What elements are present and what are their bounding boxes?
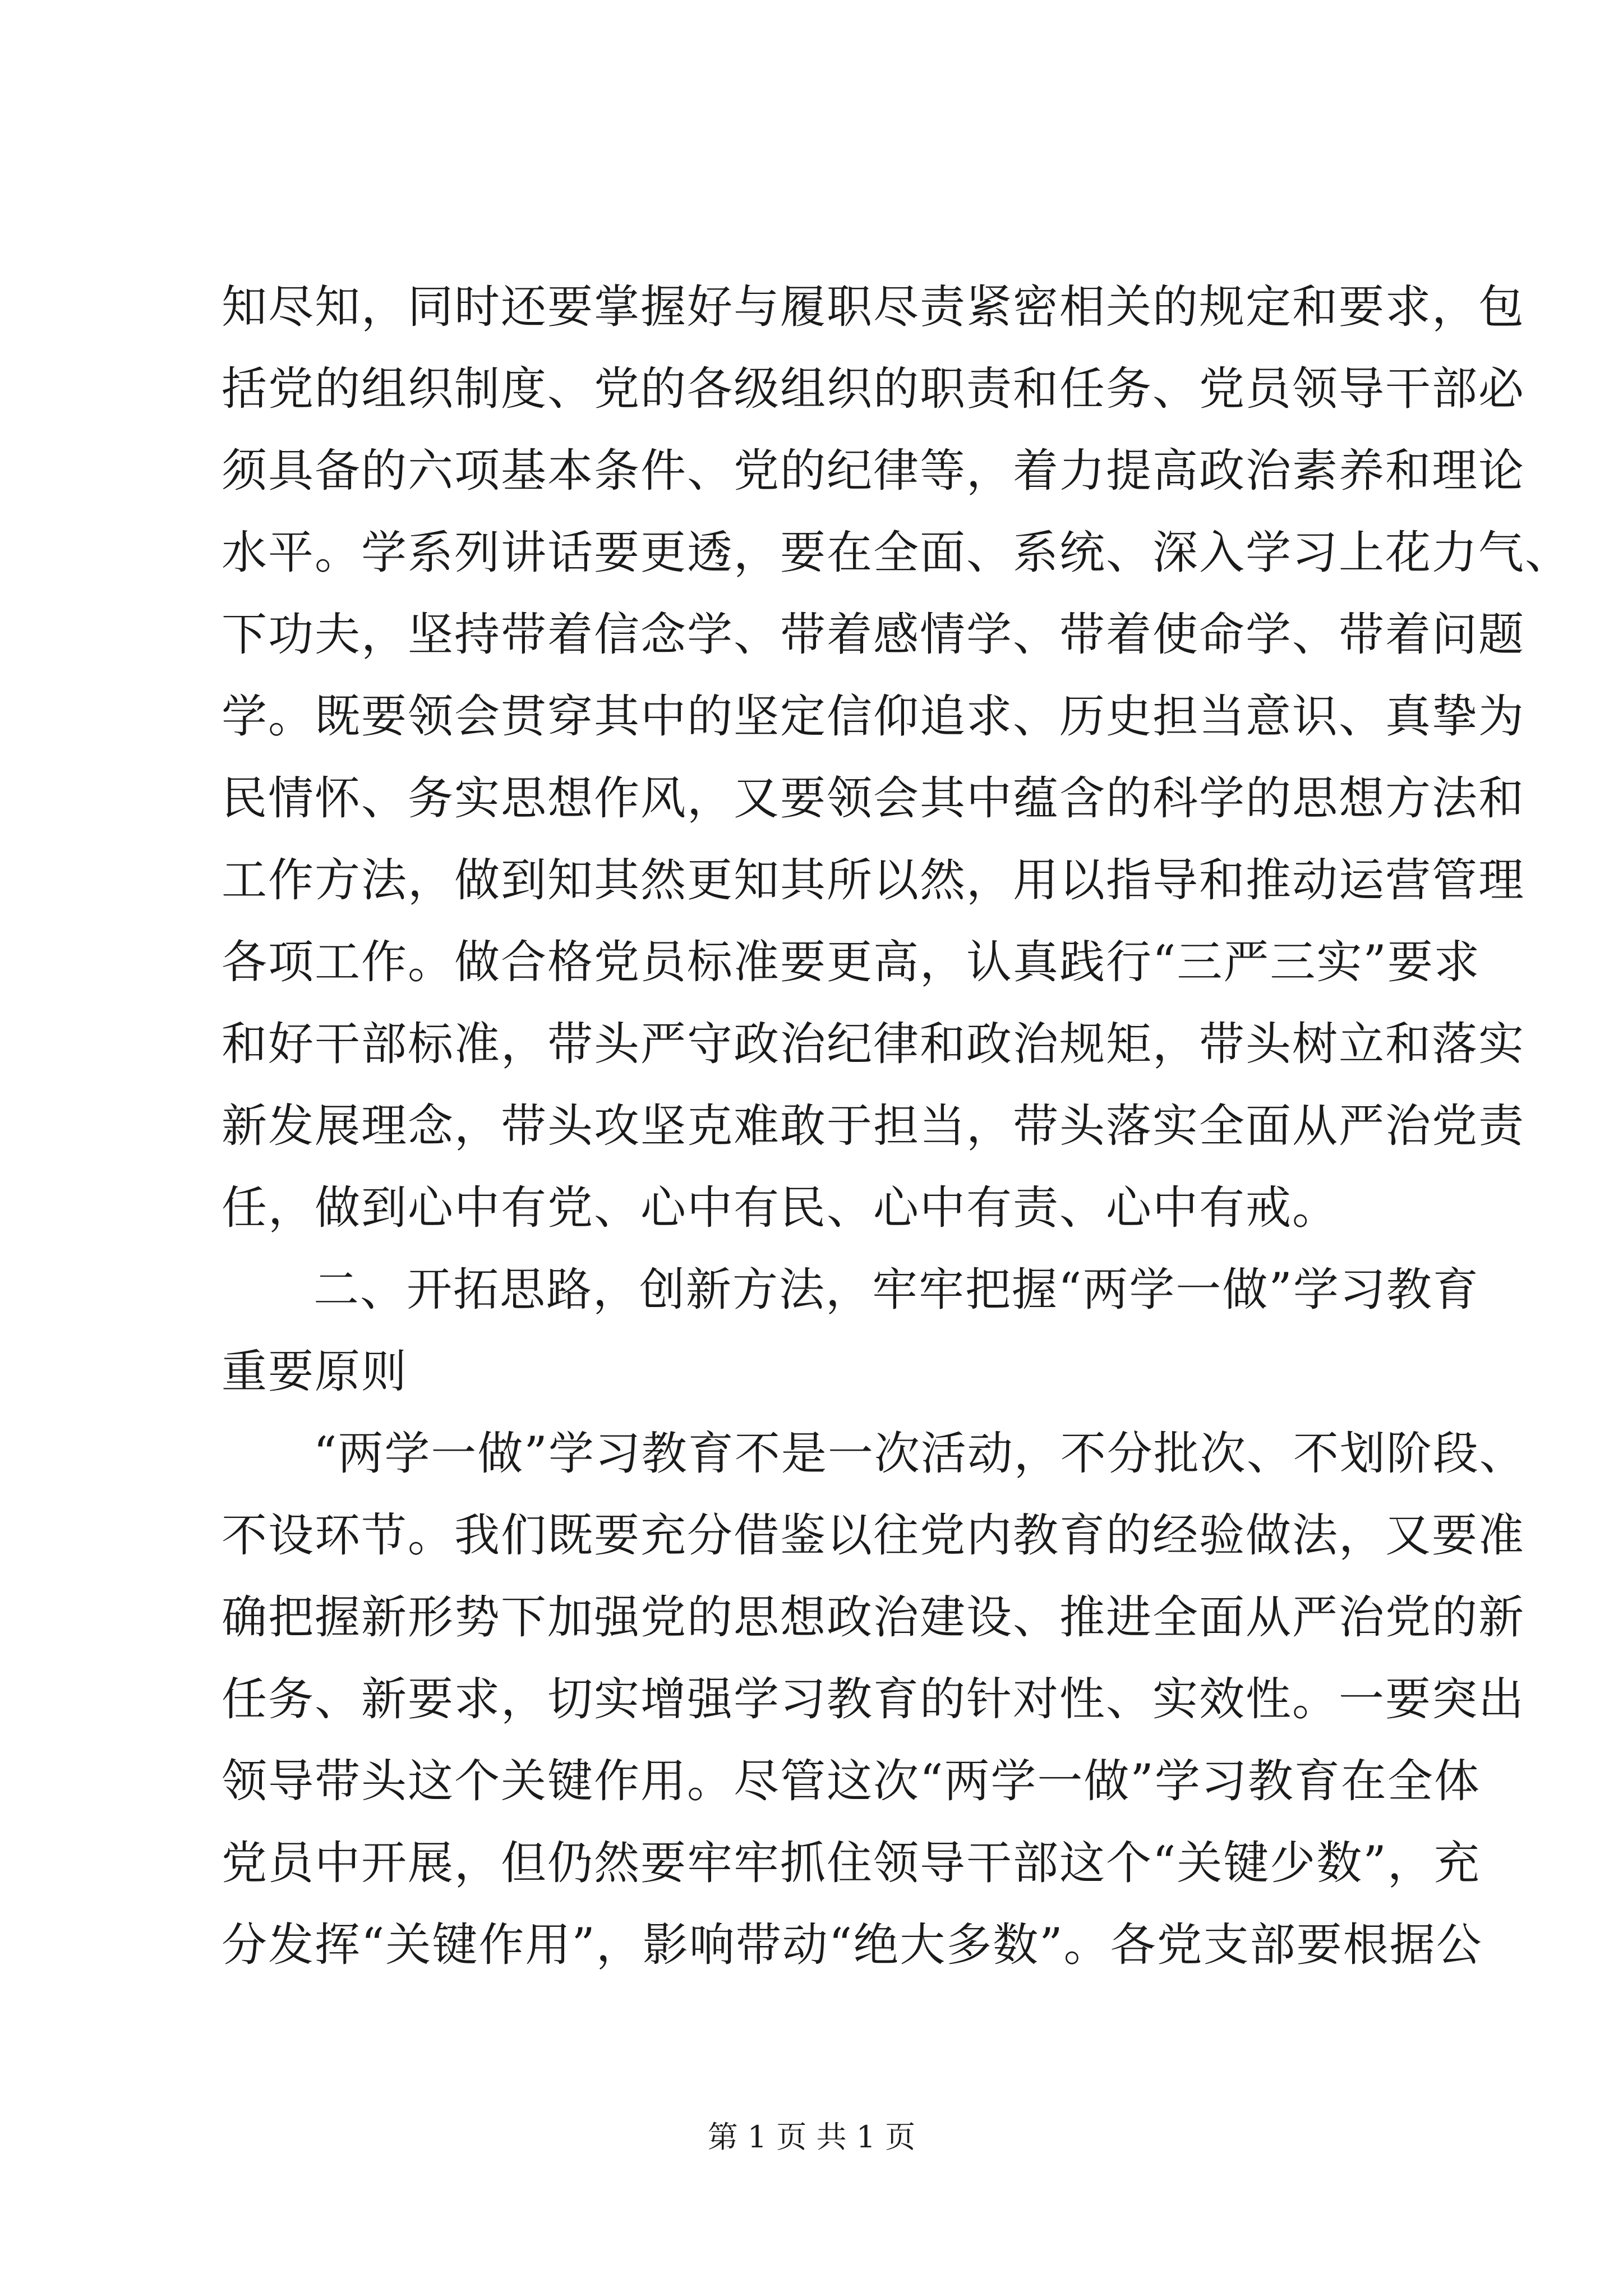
text-line: 不设环节。我们既要充分借鉴以往党内教育的经验做法，又要准 (222, 1510, 1525, 1562)
text-line: 任务、新要求，切实增强学习教育的针对性、实效性。一要突出 (222, 1673, 1525, 1726)
section-heading-line: 重要原则 (222, 1346, 408, 1398)
text-line: 须具备的六项基本条件、党的纪律等，着力提高政治素养和理论 (222, 445, 1525, 498)
page-number: 第 1 页 共 1 页 (707, 2119, 916, 2155)
text-line: 新发展理念，带头攻坚克难敢于担当，带头落实全面从严治党责 (222, 1100, 1525, 1153)
text-line: 学。既要领会贯穿其中的坚定信仰追求、历史担当意识、真挚为 (222, 691, 1525, 743)
text-line: 分发挥“关键作用”，影响带动“绝大多数”。各党支部要根据公 (222, 1919, 1483, 1972)
text-line: 民情怀、务实思想作风，又要领会其中蕴含的科学的思想方法和 (222, 772, 1525, 825)
text-line: 括党的组织制度、党的各级组织的职责和任务、党员领导干部必 (222, 363, 1525, 416)
text-line: 下功夫，坚持带着信念学、带着感情学、带着使命学、带着问题 (222, 609, 1525, 661)
document-body (222, 266, 1572, 1986)
text-line: 知尽知，同时还要掌握好与履职尽责紧密相关的规定和要求，包 (222, 281, 1525, 334)
page-footer (0, 2118, 1623, 2157)
text-line: 党员中开展，但仍然要牢牢抓住领导干部这个“关键少数”，充 (222, 1837, 1481, 1890)
text-line: 任，做到心中有党、心中有民、心中有责、心中有戒。 (222, 1182, 1339, 1235)
text-line: 工作方法，做到知其然更知其所以然，用以指导和推动运营管理 (222, 854, 1525, 907)
text-line: 水平。学系列讲话要更透，要在全面、系统、深入学习上花力气、 (222, 527, 1572, 579)
text-line: 领导带头这个关键作用。尽管这次“两学一做”学习教育在全体 (222, 1755, 1481, 1808)
text-line: 和好干部标准，带头严守政治纪律和政治规矩，带头树立和落实 (222, 1018, 1525, 1071)
text-line: “两学一做”学习教育不是一次活动，不分批次、不划阶段、 (313, 1428, 1526, 1480)
text-line: 各项工作。做合格党员标准要更高，认真践行“三严三实”要求 (222, 936, 1481, 989)
section-heading-line: 二、开拓思路，创新方法，牢牢把握“两学一做”学习教育 (313, 1264, 1479, 1317)
text-line: 确把握新形势下加强党的思想政治建设、推进全面从严治党的新 (222, 1591, 1525, 1644)
